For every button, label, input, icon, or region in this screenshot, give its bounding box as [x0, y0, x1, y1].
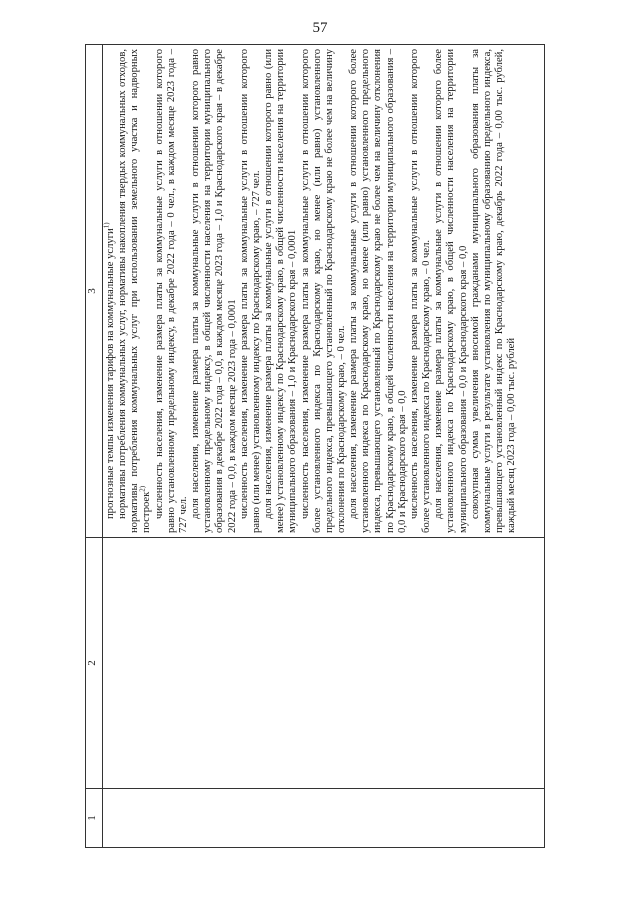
paragraph: численность населения, изменение размера платы за коммунальные услуги в отношении которого более установленного индекса по Краснодарскому краю, – 0 чел.: [408, 49, 433, 533]
paragraph: доля населения, изменение размера платы за коммунальные услуги в отношении которого равно (или менее) установленному индексу по Краснодарскому краю, в общей численности населения на территории муниципального образования – 1,0 и Краснодарского края – 0,0001: [263, 49, 299, 533]
header-col-3: 3: [86, 45, 103, 538]
table-header-row: [86, 45, 103, 848]
paragraph: совокупная сумма увеличения вносимой гражданами муниципального образования платы за коммунальные услуги в результате установления по муниципальному образованию предельного индекса, превышающего установленный индекс по Краснодарскому краю, декабрь 2022 года – 0,00 тыс. рублей, каждый месяц 2023 года – 0,00 тыс. рублей: [469, 49, 518, 533]
page-number: 57: [312, 20, 328, 36]
cell-col-1: [103, 789, 545, 848]
rotated-table-container: [85, 48, 545, 848]
cell-content: [103, 45, 520, 537]
footnote-marker: 2): [138, 485, 147, 492]
paragraph: численность населения, изменение размера платы за коммунальные услуги в отношении которого равно установленному предельному индексу, в декабре 2022 года – 0 чел., в каждом месяце 2023 года – 727 чел.: [153, 49, 189, 533]
paragraph: доля населения, изменение размера платы за коммунальные услуги в отношении которого более установленного индекса по Краснодарскому краю, в общей численности населения на территории муниципального образования – 0,0 и Краснодарского края – 0,0: [433, 49, 469, 533]
document-table: [85, 44, 545, 848]
paragraph-norms: нормативы потребления коммунальных услуг, нормативы накопления твердых коммунальных отходов, нормативы потребления коммунальных услуг при использовании земельного участка и надворных построек$^{2)}$: [117, 49, 153, 533]
paragraph: численность населения, изменение размера платы за коммунальные услуги в отношении которого равно (или менее) установленному индексу по Краснодарскому краю, – 727 чел.: [238, 49, 262, 533]
header-col-2: 2: [86, 538, 103, 789]
table-row: [103, 45, 545, 848]
paragraph: численность населения, изменение размера платы за коммунальные услуги в отношении которого более установленного индекса по Краснодарскому краю, но менее (или равно) установленного предельного индекса, превышающего установленный по Краснодарскому краю не более чем на величину отклонения по Краснодарскому краю, – 0 чел.: [299, 49, 347, 533]
header-col-1: 1: [86, 789, 103, 848]
footnote-marker: 1): [102, 222, 111, 229]
paragraph-tariff-rates: прогнозные темпы изменения тарифов на коммунальные услуги$^{1)}$: [102, 222, 116, 519]
paragraph: доля населения, изменение размера платы за коммунальные услуги в отношении которого более установленного индекса по Краснодарскому краю, но менее (или равно) установленного предельного индекса, превышающего установленный по Краснодарскому краю не более чем на величину отклонения по Краснодарскому краю, в общей численности населения на территории муниципального образования – 0,0 и Краснодарского края – 0,0: [348, 49, 408, 533]
cell-col-2: [103, 538, 545, 789]
paragraph: доля населения, изменение размера платы за коммунальные услуги в отношении которого равно установленному предельному индексу, в общей численности населения на территории муниципального образования в декабре 2022 года – 0,0, в каждом месяце 2023 года – 1,0 и Краснодарского края – в декабре 2022 года – 0,0, в каждом месяце 2023 года – 0,0001: [190, 49, 238, 533]
cell-col-3: [103, 45, 545, 538]
